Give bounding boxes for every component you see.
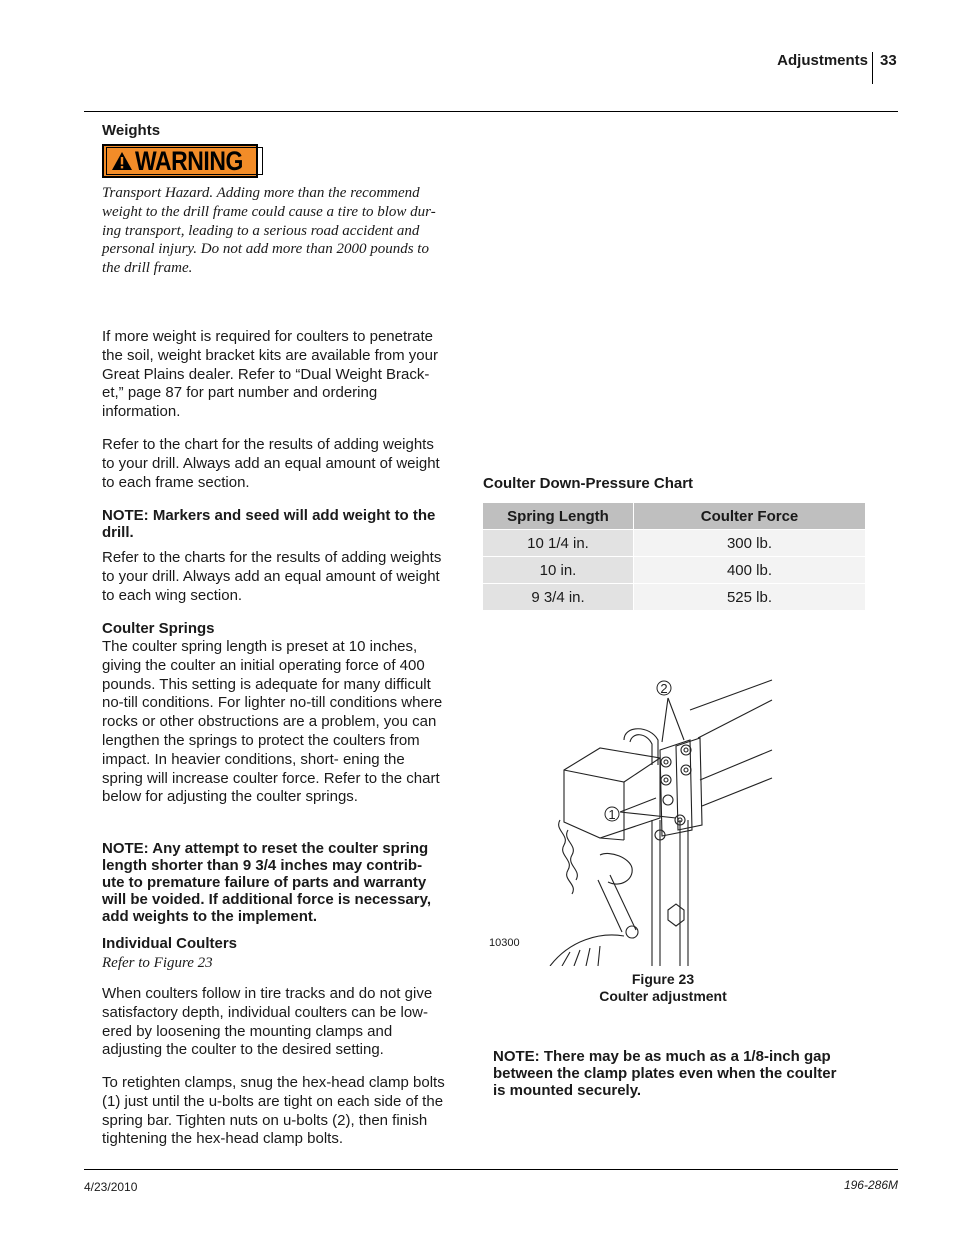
callout-1-label: 1 (608, 807, 616, 822)
table-row (483, 557, 865, 584)
warning-text-label: WARNING (135, 145, 243, 176)
header-page-number: 33 (880, 52, 897, 69)
footer-rule (84, 1169, 898, 1170)
header-separator (872, 52, 873, 84)
coulter-springs-note: NOTE: Any attempt to reset the coulter spring length shorter than 9 3/4 inches may contrib- ute to premature failure of parts and warranty will be voided. If additional force is necessary, add weights to the implement. (102, 840, 431, 925)
warning-message: Transport Hazard. Adding more than the recommend weight to the drill frame could cause a tire to blow dur- ing transport, leading to a serious road accident and personal injury. Do not add more than 2000 pounds to the drill frame. (102, 185, 436, 277)
warning-label (102, 144, 258, 178)
coulter-springs-paragraph: The coulter spring length is preset at 10 inches, giving the coulter an initial operating force of 400 pounds. This setting is adequate for many difficult no-till conditions. For lighter no-till conditions where rocks or other obstructions are a problem, you can lengthen the springs to protect the coulters from impact. In heavier conditions, short- ening the spring will increase coulter force. Refer to the chart below for adjusting the coulter springs. (102, 638, 443, 806)
footer-document-number: 196-286M (843, 1178, 898, 1192)
table-header-spring-length: Spring Length (483, 503, 634, 530)
table-header-row (483, 503, 865, 530)
header-rule (84, 111, 898, 112)
table-cell: 10 in. (483, 557, 634, 584)
weights-heading: Weights (102, 122, 161, 139)
coulter-springs-heading: Coulter Springs (102, 620, 215, 637)
individual-coulters-heading: Individual Coulters (102, 935, 238, 952)
weights-note: NOTE: Markers and seed will add weight to the drill. (102, 507, 436, 541)
warning-triangle-icon (111, 151, 133, 171)
individual-coulters-paragraph-1: When coulters follow in tire tracks and do not give satisfactory depth, individual coulters can be low- ered by loosening the mounting clamps and adjusting the coulter to the desired setting. (102, 985, 433, 1059)
coulter-adjustment-illustration (540, 670, 780, 966)
table-header-coulter-force: Coulter Force (634, 503, 866, 530)
chart-title: Coulter Down-Pressure Chart (483, 475, 694, 492)
weights-paragraph-2: Refer to the chart for the results of adding weights to your drill. Always add an equal amount of weight to each frame section. (102, 436, 440, 491)
figure-id-code: 10300 (489, 937, 520, 949)
header-section-title: Adjustments (777, 52, 868, 69)
weights-paragraph-1: If more weight is required for coulters to penetrate the soil, weight bracket kits are available from your Great Plains dealer. Refer to “Dual Weight Brack- et,” page 87 for part number and ordering information. (102, 328, 438, 421)
coulter-pressure-table (483, 503, 865, 610)
individual-coulters-paragraph-2: To retighten clamps, snug the hex-head clamp bolts (1) just until the u-bolts are tight on each side of the spring bar. Tighten nuts on u-bolts (2), then finish tightening the hex-head clamp bolts. (102, 1074, 445, 1148)
individual-coulters-reference: Refer to Figure 23 (102, 955, 213, 971)
table-cell: 10 1/4 in. (483, 530, 634, 557)
figure-caption-title: Coulter adjustment (599, 988, 727, 1004)
clamp-gap-note: NOTE: There may be as much as a 1/8-inch gap between the clamp plates even when the coulter is mounted securely. (493, 1048, 837, 1099)
table-row (483, 584, 865, 611)
table-row (483, 530, 865, 557)
table-cell: 300 lb. (634, 530, 866, 557)
footer-date: 4/23/2010 (84, 1180, 138, 1194)
table-cell: 9 3/4 in. (483, 584, 634, 611)
figure-caption-number: Figure 23 (631, 971, 695, 987)
callout-2-label: 2 (660, 681, 668, 696)
weights-paragraph-3: Refer to the charts for the results of adding weights to your drill. Always add an equal amount of weight to each wing section. (102, 549, 442, 604)
table-cell: 525 lb. (634, 584, 866, 611)
table-cell: 400 lb. (634, 557, 866, 584)
